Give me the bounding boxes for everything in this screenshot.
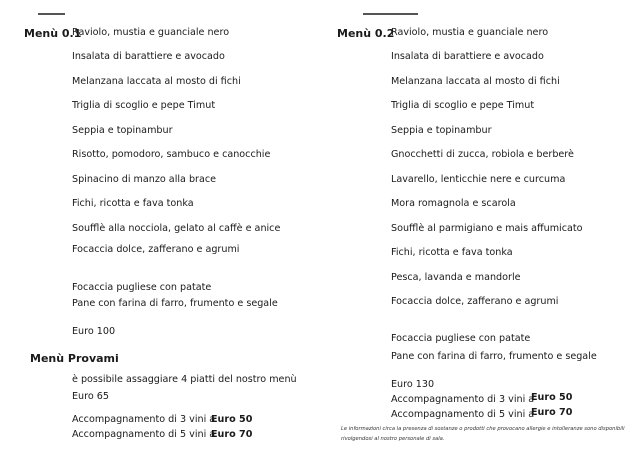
- menu-0-2-pairing-label: Accompagnamento di 5 vini a: [391, 409, 535, 420]
- menu-provami-title: Menù Provami: [30, 352, 119, 365]
- menu-0-1-dish: Seppia e topinambur: [72, 125, 173, 136]
- menu-0-2-dish: Insalata di barattiere e avocado: [391, 51, 544, 62]
- menu-0-1-dish: Fichi, ricotta e fava tonka: [72, 198, 194, 209]
- allergen-note-line-2: rivolgendosi al nostro personale di sala.: [341, 436, 445, 442]
- menu-0-2-pairing-label: Accompagnamento di 3 vini a: [391, 394, 535, 405]
- menu-provami-description: è possibile assaggiare 4 piatti del nostro menù: [72, 374, 297, 385]
- menu-0-2-dish: Triglia di scoglio e pepe Timut: [391, 100, 535, 111]
- menu-0-1-dish: Risotto, pomodoro, sambuco e canocchie: [72, 149, 271, 160]
- allergen-note-line-1: Le informazioni circa la presenza di sostanze o prodotti che provocano allergie e intolleranze sono disponibili: [341, 426, 625, 432]
- menu-0-1-bread: Pane con farina di farro, frumento e segale: [72, 298, 278, 309]
- menu-0-1-title: Menù 0.1: [24, 27, 82, 40]
- menu-0-2-dish: Focaccia dolce, zafferano e agrumi: [391, 296, 559, 307]
- menu-0-2-price: Euro 130: [391, 379, 435, 390]
- menu-0-1-dish: Soufflè alla nocciola, gelato al caffè e anice: [72, 223, 281, 234]
- menu-0-1-dish: Insalata di barattiere e avocado: [72, 51, 225, 62]
- menu-0-2-bread: Pane con farina di farro, frumento e segale: [391, 351, 597, 362]
- menu-0-1-dish: Melanzana laccata al mosto di fichi: [72, 76, 241, 87]
- menu-0-2-dish: Raviolo, mustia e guanciale nero: [391, 27, 549, 38]
- top-divider-right: [363, 13, 418, 15]
- provami-pairing-price: Euro 50: [211, 414, 253, 425]
- menu-provami-price: Euro 65: [72, 391, 110, 402]
- menu-0-2-pairing-price: Euro 50: [531, 392, 573, 403]
- menu-0-1-dish: Raviolo, mustia e guanciale nero: [72, 27, 230, 38]
- provami-pairing-label: Accompagnamento di 3 vini a: [72, 414, 216, 425]
- menu-0-2-pairing-price: Euro 70: [531, 407, 573, 418]
- menu-0-2-dish: Melanzana laccata al mosto di fichi: [391, 76, 560, 87]
- menu-0-1-dish: Spinacino di manzo alla brace: [72, 174, 217, 185]
- menu-0-1-price: Euro 100: [72, 326, 116, 337]
- top-divider-left: [38, 13, 65, 15]
- provami-pairing-label: Accompagnamento di 5 vini a: [72, 429, 216, 440]
- menu-0-2-dish: Pesca, lavanda e mandorle: [391, 272, 521, 283]
- menu-0-2-dish: Soufflè al parmigiano e mais affumicato: [391, 223, 583, 234]
- menu-0-1-bread: Focaccia pugliese con patate: [72, 282, 212, 293]
- menu-0-2-title: Menù 0.2: [337, 27, 395, 40]
- menu-0-1-dish: Triglia di scoglio e pepe Timut: [72, 100, 216, 111]
- menu-0-2-dish: Lavarello, lenticchie nere e curcuma: [391, 174, 566, 185]
- menu-0-2-dish: Fichi, ricotta e fava tonka: [391, 247, 513, 258]
- menu-0-2-bread: Focaccia pugliese con patate: [391, 333, 531, 344]
- menu-0-2-dish: Seppia e topinambur: [391, 125, 492, 136]
- menu-0-2-dish: Gnocchetti di zucca, robiola e berberè: [391, 149, 574, 160]
- provami-pairing-price: Euro 70: [211, 429, 253, 440]
- menu-0-2-dish: Mora romagnola e scarola: [391, 198, 516, 209]
- menu-0-1-dish: Focaccia dolce, zafferano e agrumi: [72, 244, 240, 255]
